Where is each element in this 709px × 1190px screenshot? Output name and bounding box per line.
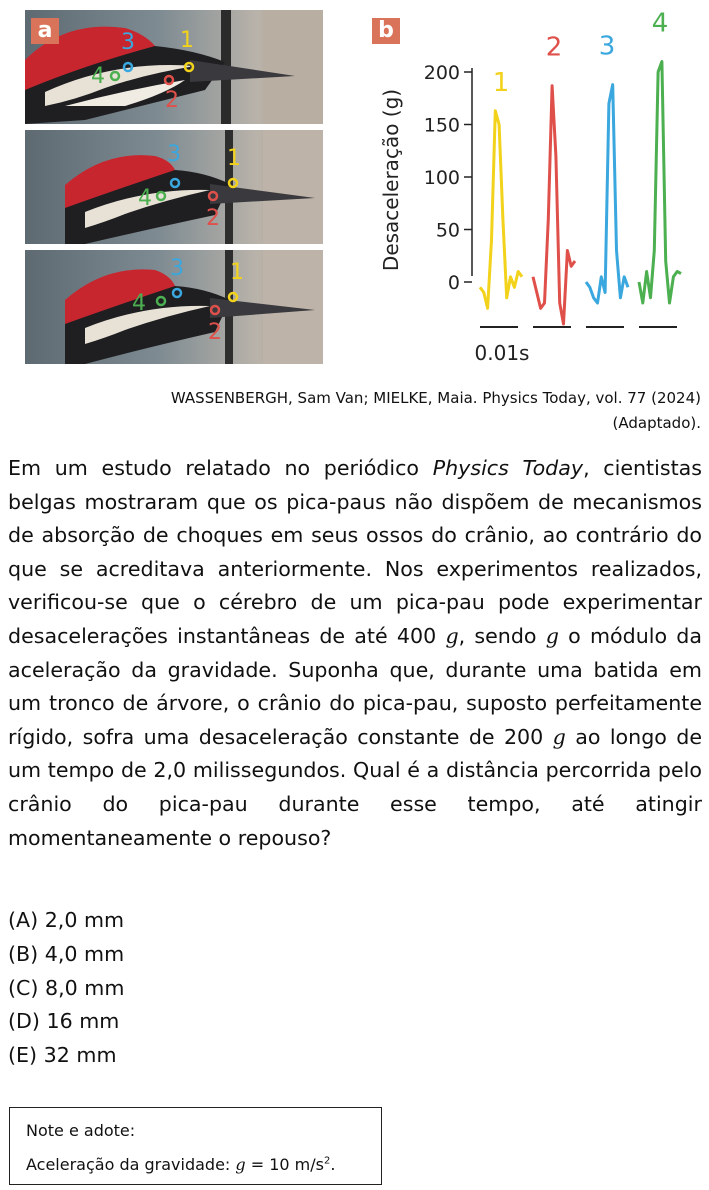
marker-3	[124, 63, 132, 71]
marker-3	[173, 289, 181, 297]
citation-line-2: (Adaptado).	[612, 414, 701, 432]
frame-2-label-4: 4	[138, 186, 152, 211]
question-text	[8, 452, 702, 855]
question-part-4: o módulo da aceleração da gravidade. Suponha que, durante uma batida em um tronco de árvore, o crânio do pica-pau, suposto perfeitamente rígido, sofra uma desaceleração constante de 200	[8, 623, 703, 749]
marker-3	[171, 179, 179, 187]
note-exponent: 2	[323, 1155, 331, 1167]
gravity-symbol: g	[235, 1155, 246, 1174]
citation-line-1: WASSENBERGH, Sam Van; MIELKE, Maia. Physics Today, vol. 77 (2024)	[170, 389, 701, 407]
y-tick-label: 200	[423, 62, 460, 84]
marker-2	[211, 306, 219, 314]
frame-2-label-3: 3	[167, 142, 181, 167]
series-line-1	[480, 111, 522, 308]
y-axis-label: Desaceleração (g)	[379, 88, 403, 272]
frame-2-markers	[157, 179, 237, 200]
frame-1-label-4: 4	[91, 64, 105, 89]
frame-1-label-2: 2	[165, 88, 179, 113]
marker-1	[185, 63, 193, 71]
series-line-4	[639, 62, 681, 304]
deceleration-chart-svg	[372, 10, 702, 370]
marker-2	[165, 76, 173, 84]
frame-2-label-1: 1	[227, 146, 241, 171]
option-e[interactable]: (E) 32 mm	[8, 1043, 117, 1068]
marker-1	[229, 293, 237, 301]
option-b[interactable]: (B) 4,0 mm	[8, 941, 125, 966]
series-line-2	[533, 86, 575, 324]
note-value: = 10 m/s	[245, 1155, 324, 1174]
frame-2-label-2: 2	[206, 206, 220, 231]
option-a[interactable]: (A) 2,0 mm	[8, 908, 125, 932]
series-label-3: 3	[598, 31, 616, 62]
frame-3-markers	[157, 289, 237, 314]
frame-1-markers	[111, 63, 193, 84]
question-part-5: ao longo de um tempo de 2,0 milissegundos. Qual é a distância percorrida pelo crânio do pica-pau durante esse tempo, até atingir momentaneamente o repouso?	[8, 724, 702, 850]
option-c[interactable]: (C) 8,0 mm	[8, 975, 125, 1000]
gravity-symbol: g	[552, 724, 566, 749]
note-content	[26, 1152, 365, 1178]
woodpecker-photo-figure	[25, 10, 323, 364]
y-tick-label: 0	[447, 272, 460, 294]
series-label-4: 4	[651, 10, 669, 39]
option-d[interactable]: (D) 16 mm	[8, 1009, 120, 1034]
note-box	[9, 1107, 382, 1185]
marker-1	[229, 179, 237, 187]
tracking-points-overlay	[25, 10, 323, 364]
marker-4	[111, 72, 119, 80]
note-suffix: .	[330, 1155, 336, 1174]
marker-2	[209, 192, 217, 200]
note-title: Note e adote:	[26, 1121, 136, 1140]
gravity-symbol: g	[445, 623, 459, 648]
y-tick-label: 100	[423, 167, 460, 189]
note-prefix: Aceleração da gravidade:	[26, 1155, 236, 1174]
question-part-2: , cientistas belgas mostraram que os pica-paus não dispõem de mecanismos de absorção de choques em seus ossos do crânio, ao contrário do que se acreditava anteriormente. Nos experimentos realizados, verificou-se que o cérebro de um pica-pau pode experimentar desacelerações instantâneas de até 400	[8, 456, 702, 648]
deceleration-chart	[372, 10, 702, 370]
frame-3-label-4: 4	[132, 291, 146, 316]
frame-3-label-3: 3	[170, 256, 184, 281]
y-tick-label: 150	[423, 114, 460, 137]
frame-3-label-1: 1	[230, 260, 244, 285]
question-part-3: , sendo	[458, 623, 546, 648]
series-line-3	[586, 85, 628, 303]
question-part-1: Em um estudo relatado no periódico	[8, 456, 433, 480]
scale-bar-label: 0.01s	[474, 341, 530, 365]
frame-1-label-1: 1	[180, 28, 194, 53]
marker-4	[157, 192, 165, 200]
gravity-symbol: g	[545, 623, 559, 648]
series-label-1: 1	[492, 67, 510, 98]
panel-b-label: b	[372, 18, 400, 44]
series-label-2: 2	[545, 32, 563, 63]
panel-a-label: a	[31, 18, 59, 44]
frame-1-label-3: 3	[121, 30, 135, 55]
answer-options	[8, 904, 308, 1073]
frame-3-label-2: 2	[208, 320, 222, 345]
figure-citation	[60, 386, 701, 436]
y-tick-label: 50	[435, 219, 460, 242]
marker-4	[157, 297, 165, 305]
journal-name: Physics Today	[432, 456, 584, 480]
